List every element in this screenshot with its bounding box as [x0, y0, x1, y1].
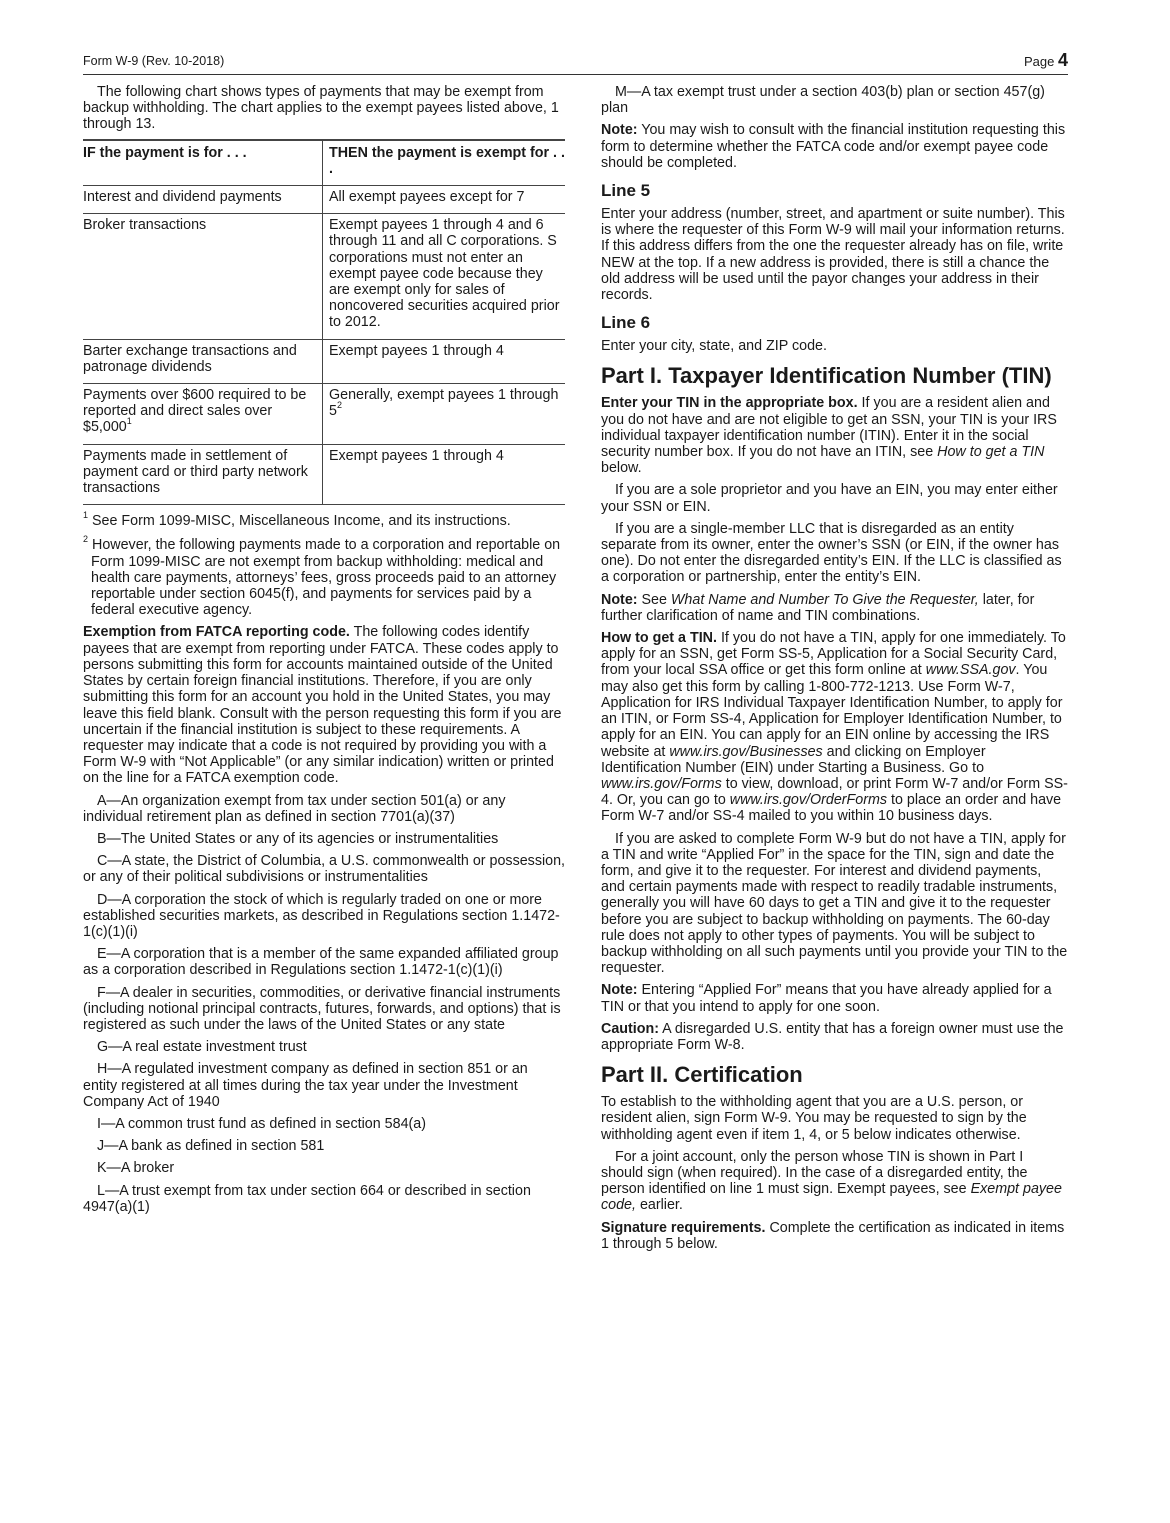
footnote-2: $^2$ However, the following payments made to a corporation and reportable on Form 1099-MISC are not exempt from backup withholding: medical and health care payments, attorneys’ fees, gross proceeds paid to an attorney reportable under section 6045(f), and payments for services paid by a federal executive agency.: [83, 534, 561, 619]
payment-cell: Payments over $600 required to be reported and direct sales over $5,000$^1$: [83, 384, 323, 445]
establish-paragraph: To establish to the withholding agent that you are a U.S. person, or resident alien, sign Form W-9. You may be requested to sign by the withholding agent even if item 1, 4, or 5 below indicates otherwise.: [601, 1094, 1027, 1143]
irs-forms-link[interactable]: www.irs.gov/Forms: [601, 775, 722, 792]
page-number: Page 4: [1023, 50, 1068, 70]
exempt-payments-table: [83, 139, 565, 506]
line-6-heading: Line 6: [601, 313, 651, 333]
column-header: THEN the payment is exempt for . . .: [323, 140, 566, 186]
table-row: [83, 186, 565, 214]
note-applied-for: Note: Entering “Applied For” means that you have already applied for a TIN or that you intend to apply for one soon.: [601, 982, 1052, 1015]
code-item-k: K—A broker: [97, 1160, 175, 1177]
applied-for-paragraph: If you are asked to complete Form W-9 but do not have a TIN, apply for a TIN and write “Applied For” in the space for the TIN, sign and date the form, and give it to the requester. For interest and dividend payments, and certain payments made with respect to readily tradable instruments, generally you will have 60 days to get a TIN and give it to the requester before you are subject to backup withholding on payments. The 60-day rule does not apply to other types of payments. You will be subject to backup withholding on all such payments until you provide your TIN to the requester.: [601, 830, 1068, 977]
cross-reference: How to get a TIN: [937, 444, 1045, 461]
signature-requirements-paragraph: Signature requirements. Complete the certification as indicated in items 1 through 5 below.: [601, 1219, 1065, 1252]
chart-intro: The following chart shows types of payments that may be exempt from backup withholding. The chart applies to the exempt payees listed above, 1 through 13.: [83, 84, 559, 133]
note-fatca: Note: You may wish to consult with the financial institution requesting this form to determine whether the FATCA code and/or exempt payee code should be completed.: [601, 122, 1066, 171]
left-column: [83, 84, 565, 1221]
code-item-l: L—A trust exempt from tax under section 664 or described in section 4947(a)(1): [83, 1182, 531, 1215]
footnote-1: $^1$ See Form 1099-MISC, Miscellaneous Income, and its instructions.: [83, 510, 511, 530]
line-5-text: Enter your address (number, street, and apartment or suite number). This is where the requester of this Form W-9 will mail your information returns. If this address differs from the one the requester already has on file, write NEW at the top. If a new address is provided, there is still a chance the old address will be used until the payor changes your address in their records.: [601, 206, 1065, 304]
code-item-i: I—A common trust fund as defined in section 584(a): [97, 1115, 427, 1132]
line-6-text: Enter your city, state, and ZIP code.: [601, 338, 827, 355]
payment-cell: Payments made in settlement of payment card or third party network transactions: [83, 444, 323, 505]
irs-businesses-link[interactable]: www.irs.gov/Businesses: [669, 743, 823, 760]
code-item-g: G—A real estate investment trust: [97, 1039, 307, 1056]
table-row: [83, 339, 565, 383]
exempt-cell: Exempt payees 1 through 4 and 6 through 11 and all C corporations. S corporations must not enter an exempt payee code because they are exempt only for sales of noncovered securities acquired prior to 2012.: [323, 214, 566, 339]
enter-tin-paragraph: Enter your TIN in the appropriate box. If you are a resident alien and you do not have and are not eligible to get an SSN, your TIN is your IRS individual taxpayer identification number (ITIN). Enter it in the social security number box. If you do not have an ITIN, see How to get a TIN below.: [601, 395, 1057, 477]
exempt-cell: All exempt payees except for 7: [323, 186, 566, 214]
cross-reference: What Name and Number To Give the Requester,: [670, 591, 979, 608]
column-header: IF the payment is for . . .: [83, 140, 323, 186]
code-item-b: B—The United States or any of its agencies or instrumentalities: [97, 830, 499, 847]
code-item-h: H—A regulated investment company as defined in section 851 or an entity registered at all times during the tax year under the Investment Company Act of 1940: [83, 1061, 528, 1110]
payment-cell: Interest and dividend payments: [83, 186, 323, 214]
table-row: [83, 384, 565, 445]
note-name-number: Note: See What Name and Number To Give the Requester, later, for further clarification of name and TIN combinations.: [601, 591, 1035, 624]
payment-cell: Barter exchange transactions and patronage dividends: [83, 339, 323, 383]
part-2-heading: Part II. Certification: [601, 1062, 803, 1088]
code-item-c: C—A state, the District of Columbia, a U.S. commonwealth or possession, or any of their political subdivisions or instrumentalities: [83, 853, 566, 886]
ssa-link[interactable]: www.SSA.gov: [925, 662, 1016, 679]
code-item-f: F—A dealer in securities, commodities, or derivative financial instruments (including notional principal contracts, futures, forwards, and options) that is registered as such under the laws of the United States or any state: [83, 984, 561, 1033]
caution-paragraph: Caution: A disregarded U.S. entity that has a foreign owner must use the appropriate Form W-8.: [601, 1020, 1064, 1053]
form-id: Form W-9 (Rev. 10-2018): [83, 54, 225, 68]
payment-cell: Broker transactions: [83, 214, 323, 339]
footnote-ref: 1: [126, 416, 132, 427]
right-column: [601, 84, 1068, 1258]
fatca-paragraph: Exemption from FATCA reporting code. The following codes identify payees that are exempt from reporting under FATCA. These codes apply to persons submitting this form for accounts maintained outside of the United States by certain foreign financial institutions. Therefore, if you are only submitting this form for an account you hold in the United States, you may leave this field blank. Consult with the person requesting this form if you are uncertain if the financial institution is subject to these requirements. A requester may indicate that a code is not required by providing you with a Form W-9 with “Not Applicable” (or any similar indication) written or printed on the line for a FATCA exemption code.: [83, 624, 562, 787]
table-row: [83, 444, 565, 505]
irs-orderforms-link[interactable]: www.irs.gov/OrderForms: [729, 792, 888, 809]
exempt-cell: Exempt payees 1 through 4: [323, 444, 566, 505]
joint-account-paragraph: For a joint account, only the person whose TIN is shown in Part I should sign (when required). In the case of a disregarded entity, the person identified on line 1 must sign. Exempt payees, see Exempt payee code, earlier.: [601, 1148, 1062, 1214]
llc-paragraph: If you are a single-member LLC that is disregarded as an entity separate from its owner, enter the owner’s SSN (or EIN, if the owner has one). Do not enter the disregarded entity’s EIN. If the LLC is classified as a corporation or partnership, enter the entity’s EIN.: [601, 520, 1062, 586]
code-item-d: D—A corporation the stock of which is regularly traded on one or more established securities markets, as described in Regulations section 1.1472-1(c)(1)(i): [83, 891, 560, 940]
code-item-j: J—A bank as defined in section 581: [97, 1138, 325, 1155]
code-item-m: M—A tax exempt trust under a section 403(b) plan or section 457(g) plan: [601, 84, 1045, 117]
line-5-heading: Line 5: [601, 181, 651, 201]
code-item-e: E—A corporation that is a member of the same expanded affiliated group as a corporation described in Regulations section 1.1472-1(c)(1)(i): [83, 946, 559, 979]
how-to-get-tin-paragraph: How to get a TIN. If you do not have a TIN, apply for one immediately. To apply for an SSN, get Form SS-5, Application for a Social Security Card, from your local SSA office or get this form online at www.SSA.gov. You may also get this form by calling 1-800-772-1213. Use Form W-7, Application for IRS Individual Taxpayer Identification Number, to apply for an ITIN, or Form SS-4, Application for Employer Identification Number, to apply for an EIN. You can apply for an EIN online by accessing the IRS website at www.irs.gov/Businesses and clicking on Employer Identification Number (EIN) under Starting a Business. Go to www.irs.gov/Forms to view, download, or print Form W-7 and/or Form SS-4. Or, you can go to www.irs.gov/OrderForms to place an order and have Form W-7 and/or SS-4 mailed to you within 10 business days.: [601, 630, 1068, 825]
table-row: [83, 214, 565, 339]
page-header: [83, 50, 1068, 75]
cross-reference: Exempt payee code,: [601, 1181, 1062, 1214]
part-1-heading: Part I. Taxpayer Identification Number (TIN): [601, 363, 1052, 389]
sole-proprietor-paragraph: If you are a sole proprietor and you have an EIN, you may enter either your SSN or EIN.: [601, 482, 1058, 515]
exempt-cell: Generally, exempt payees 1 through $5^2$: [323, 384, 566, 445]
code-item-a: A—An organization exempt from tax under section 501(a) or any individual retirement plan as defined in section 7701(a)(37): [83, 792, 506, 825]
exempt-cell: Exempt payees 1 through 4: [323, 339, 566, 383]
fatca-heading: Exemption from FATCA reporting code.: [83, 624, 350, 641]
footnote-ref: 2: [336, 400, 342, 411]
table-header-row: [83, 140, 565, 186]
